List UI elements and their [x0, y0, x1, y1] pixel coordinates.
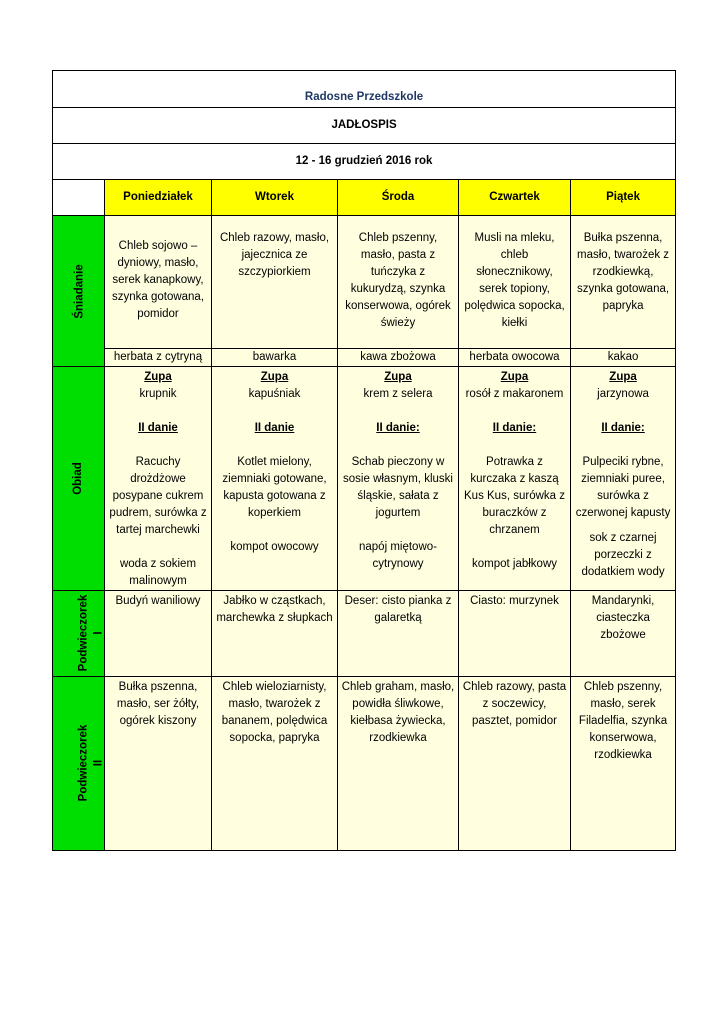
second-course-friday: Pulpeciki rybne, ziemniaki puree, surówka z czerwonej kapusty [575, 456, 671, 519]
snack2-thursday: Chleb razowy, pasta z soczewicy, pasztet, pomidor [462, 681, 567, 727]
day-header-friday: Piątek [571, 180, 676, 216]
lunch-drink-friday: sok z czarnej porzeczki z dodatkiem wody [581, 532, 665, 578]
lunch-wednesday [338, 367, 458, 573]
day-header-thursday: Czwartek [459, 180, 571, 216]
breakfast-friday: Bułka pszenna, masło, twarożek z rzodkiewką, szynka gotowana, papryka [577, 232, 670, 312]
second-course-thursday: Potrawka z kurczaka z kaszą Kus Kus, surówka z buraczków z chrzanem [464, 456, 565, 536]
snack1-monday: Budyń waniliowy [115, 595, 201, 607]
soup-friday: jarzynowa [597, 388, 649, 400]
day-header-wednesday: Środa [338, 180, 459, 216]
snack1-wednesday: Deser: cisto pianka z galaretką [344, 595, 452, 624]
lunch-drink-monday: woda z sokiem malinowym [119, 558, 197, 587]
snack2-friday: Chleb pszenny, masło, serek Filadelfia, szynka konserwowa, rzodkiewka [578, 681, 668, 761]
soup-tuesday: kapuśniak [248, 388, 301, 400]
days-row [53, 180, 676, 216]
breakfast-label: Śniadanie [73, 263, 86, 319]
snack1-thursday: Ciasto: murzynek [470, 595, 559, 607]
menu-title: JADŁOSPIS [53, 108, 676, 144]
lunch-label-cell [53, 367, 105, 591]
second-course-monday: Racuchy drożdżowe posypane cukrem pudrem, surówka z tartej marchewki [109, 456, 207, 536]
second-course-label: II danie: [601, 422, 645, 434]
day-header-monday: Poniedziałek [105, 180, 212, 216]
lunch-row [53, 367, 676, 591]
soup-label: Zupa [500, 371, 529, 383]
breakfast-wednesday: Chleb pszenny, masło, pasta z tuńczyka z kukurydzą, szynka konserwowa, ogórek świeży [345, 232, 451, 329]
breakfast-drink-tuesday: bawarka [212, 349, 338, 367]
soup-label: Zupa [384, 371, 412, 383]
breakfast-monday: Chleb sojowo – dyniowy, masło, serek kanapkowy, szynka gotowana, pomidor [111, 240, 205, 320]
breakfast-drink-monday: herbata z cytryną [105, 349, 212, 367]
lunch-monday [105, 367, 211, 590]
school-name: Radosne Przedszkole [53, 71, 676, 108]
snack2-label-cell [53, 677, 105, 851]
corner-cell [53, 180, 105, 216]
second-course-tuesday: Kotlet mielony, ziemniaki gotowane, kapusta gotowana z koperkiem [222, 456, 327, 519]
lunch-label: Obiad [72, 462, 84, 495]
second-course-label: II danie [254, 422, 295, 434]
lunch-thursday [459, 367, 570, 573]
lunch-friday [571, 367, 675, 581]
menu-dates: 12 - 16 grudzień 2016 rok [53, 144, 676, 180]
lunch-tuesday [212, 367, 337, 556]
snack1-label: Podwieczorek I [77, 594, 105, 672]
snack2-row [53, 677, 676, 851]
snack1-label-cell [53, 591, 105, 677]
lunch-drink-thursday: kompot jabłkowy [471, 558, 557, 570]
breakfast-tuesday: Chleb razowy, masło, jajecznica ze szczypiorkiem [219, 232, 330, 278]
day-header-tuesday: Wtorek [212, 180, 338, 216]
second-course-label: II danie: [492, 422, 537, 434]
lunch-drink-tuesday: kompot owocowy [230, 541, 319, 553]
breakfast-drink-friday: kakao [571, 349, 676, 367]
breakfast-drinks-row [53, 349, 676, 367]
breakfast-row [53, 216, 676, 349]
breakfast-drink-thursday: herbata owocowa [459, 349, 571, 367]
second-course-label: II danie [138, 422, 178, 434]
breakfast-drink-wednesday: kawa zbożowa [338, 349, 459, 367]
snack1-tuesday: Jabłko w cząstkach, marchewka z słupkach [216, 595, 333, 624]
snack2-label: Podwieczorek II [77, 724, 105, 802]
snack1-row [53, 591, 676, 677]
second-course-label: II danie: [376, 422, 420, 434]
snack1-friday: Mandarynki, ciasteczka zbożowe [591, 595, 655, 641]
breakfast-label-cell [53, 216, 105, 367]
snack2-monday: Bułka pszenna, masło, ser żółty, ogórek kiszony [116, 681, 200, 727]
soup-wednesday: krem z selera [363, 388, 433, 400]
soup-thursday: rosół z makaronem [465, 388, 564, 400]
soup-label: Zupa [144, 371, 172, 383]
soup-label: Zupa [260, 371, 289, 383]
snack2-wednesday: Chleb graham, masło, powidła śliwkowe, kiełbasa żywiecka, rzodkiewka [341, 681, 455, 744]
lunch-drink-wednesday: napój miętowo-cytrynowy [359, 541, 437, 570]
menu-table [52, 70, 676, 851]
second-course-wednesday: Schab pieczony w sosie własnym, kluski śląskie, sałata z jogurtem [343, 456, 453, 519]
soup-label: Zupa [609, 371, 637, 383]
snack2-tuesday: Chleb wieloziarnisty, masło, twarożek z bananem, polędwica sopocka, papryka [221, 681, 328, 744]
soup-monday: krupnik [139, 388, 177, 400]
breakfast-thursday: Musli na mleku, chleb słonecznikowy, serek topiony, polędwica sopocka, kiełki [464, 232, 565, 329]
